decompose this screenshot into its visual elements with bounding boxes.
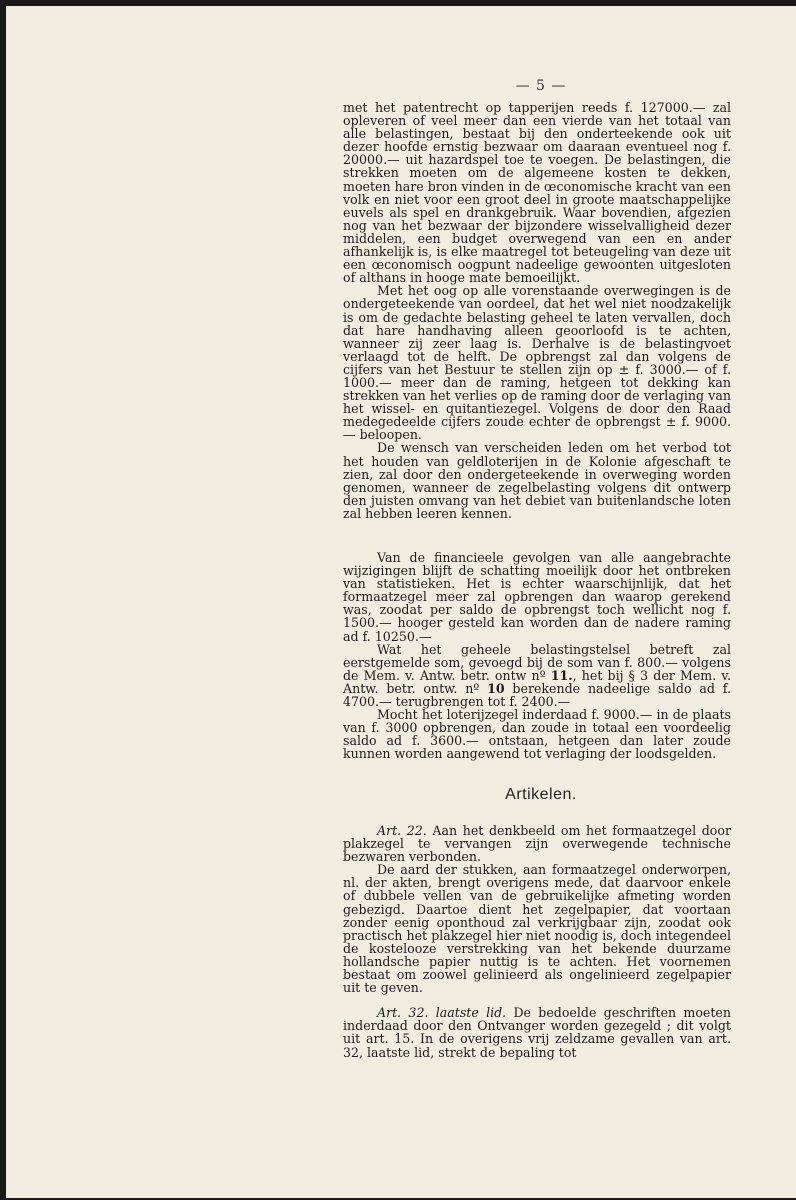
text-run: Aan het denkbeeld om het formaatzegel door plakzegel te vervangen zijn overwegende technische bezwaren verbonden. <box>343 823 731 865</box>
paragraph-art-22 <box>343 824 731 863</box>
article-label: Art. 32. <box>377 1005 429 1021</box>
paragraph <box>343 643 731 708</box>
document-page <box>6 6 796 1198</box>
text-run: Wat het geheele belastingstelsel betreft zal eerstgemelde som, gevoegd bij de som van f. 800.— volgens de Mem. v. Antw. betr. ontw nº <box>343 641 731 683</box>
paragraph: Van de financieele gevolgen van alle aangebrachte wijzigingen blijft de schatting moeilijk door het ontbreken van statistieken. Het is echter waarschijnlijk, dat het formaatzegel meer zal opbrengen dan waarop gerekend was, zoodat per saldo de opbrengst toch wellicht nog f. 1500.— hooger gesteld kan worden dan de nadere raming ad f. 10250.— <box>343 550 731 644</box>
bold-number: 11. <box>550 667 573 683</box>
paragraph: Met het oog op alle vorenstaande overwegingen is de ondergeteekende van oordeel, dat het wel niet noodzakelijk is om de gedachte belasting geheel te laten vervallen, doch dat hare handhaving alleen geoorloofd is te achten, wanneer zij zeer laag is. Derhalve is de belastingvoet verlaagd tot de helft. De opbrengst zal dan volgens de cijfers van het Bestuur te stellen zijn op ± f. 3000.— of f. 1000.— meer dan de raming, hetgeen tot dekking kan strekken van het verlies op de raming door de verlaging van het wissel- en quitantiezegel. Volgens de door den Raad medegedeelde cijfers zoude echter de opbrengst ± f. 9000.— beloopen. <box>343 283 731 443</box>
paragraph: Mocht het loterijzegel inderdaad f. 9000.— in de plaats van f. 3000 opbrengen, dan zoude in totaal een voordeelig saldo ad f. 3600.— ontstaan, hetgeen dan later zoude kunnen worden aangewend tot verlaging der loodsgelden. <box>343 707 731 762</box>
text-block-financial <box>343 551 731 761</box>
text-run: De bedoelde geschriften moeten inderdaad door den Ontvanger worden gezegeld ; dit volgt uit art. 15. In de overigens vrij zeldzame gevallen van art. 32, laatste lid, strekt de bepaling tot <box>343 1005 731 1060</box>
paragraph: met het patentrecht op tapperijen reeds f. 127000.— zal opleveren of veel meer dan een vierde van het totaal van alle belastingen, bestaat bij den onderteekende ook uit dezer hoofde ernstig bezwaar om daaraan eventueel nog f. 20000.— uit hazardspel toe te voegen. De belastingen, die strekken moeten om de algemeene kosten te dekken, moeten hare bron vinden in de œconomische kracht van een volk en niet voor een groot deel in groote maatschappelijke euvels als spel en drankgebruik. Waar bovendien, afgezien nog van het bezwaar der bijzondere wisselvalligheid dezer middelen, een budget overwegend van een en ander afhankelijk is, is elke maatregel tot beteugeling van deze uit een œconomisch oogpunt nadeelige gewoonten uitgesloten of althans in hooge mate bemoeilijkt. <box>343 100 731 286</box>
paragraph: De wensch van verscheiden leden om het verbod tot het houden van geldloterijen in de Kolonie afgeschaft te zien, zal door den ondergeteekende in overweging worden genomen, wanneer de zegelbelasting volgens dit ontwerp den juisten omvang van het debiet van buitenlandsche loten zal hebben leeren kennen. <box>343 440 731 521</box>
text-run: , het bij § 3 der Mem. v. Antw. betr. ontw. nº <box>343 667 731 696</box>
section-heading: Artikelen. <box>505 786 577 803</box>
bold-number: 10 <box>487 680 505 696</box>
page-number: — 5 — <box>515 78 567 94</box>
paragraph: De aard der stukken, aan formaatzegel onderworpen, nl. der akten, brengt overigens mede, dat daarvoor enkele of dubbele vellen van de gebruikelijke afmeting worden gebezigd. Daartoe dient het zegelpapier, dat voortaan zonder eenig oponthoud zal verkrijgbaar zijn, zoodat ook practisch het plakzegel hier niet noodig is, doch integendeel de kostelooze verstrekking van het bekende duurzame hollandsche papier nuttig is te achten. Het voornemen bestaat om zoowel gelinieerd als ongelinieerd zegelpapier uit te geven. <box>343 862 731 996</box>
paragraph-art-32 <box>343 1006 731 1058</box>
article-label: Art. 22. <box>377 823 427 838</box>
article-lid: laatste lid. <box>435 1005 507 1021</box>
text-block-articles <box>343 824 731 1059</box>
text-run: berekende nadeelige saldo ad f. 4700.— terugbrengen tot f. 2400.— <box>343 680 731 710</box>
text-block-intro <box>343 101 731 520</box>
